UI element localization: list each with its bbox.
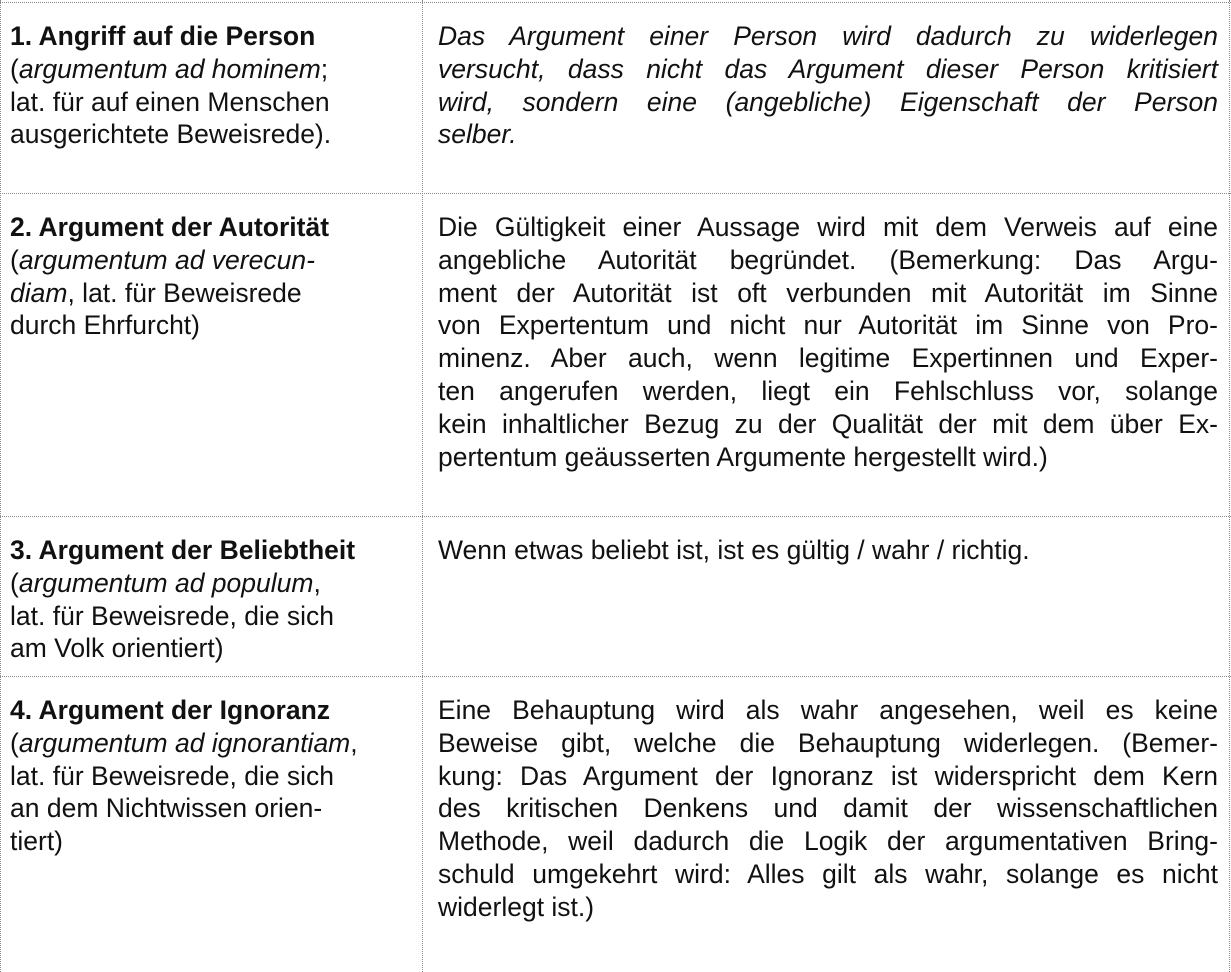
table-row-4-definition: Eine Behauptung wird als wahr angesehen, weil es keine Beweise gibt, welche die Behauptung widerlegen. (Bemer- kung: Das Argument der Ignoranz ist widerspricht dem Kern des kritischen Denkens und damit der wissenschaftlichen Methode, weil dadurch die Logik der argumentativen Bring- schuld umgekehrt wird: Alles gilt als wahr, solange es nicht widerlegt ist.) [438,695,1218,922]
table-border-top [0,2,1231,3]
table-row-2-definition: Die Gültigkeit einer Aussage wird mit dem Verweis auf eine angebliche Autorität begründet. (Bemerkung: Das Argu- ment der Autorität ist oft verbunden mit Autorität im Sinne von Expertentum und nicht nur Autorität im Sinne von Pro- minenz. Aber auch, wenn legitime Expertinnen und Exper- ten angerufen werden, liegt ein Fehlschluss vor, solange kein inhaltlicher Bezug zu der Qualität der mit dem über Ex- pertentum geäusserten Argumente hergestellt wird.) [438,212,1218,472]
column-divider [422,0,423,972]
table-row-4-term: 4. Argument der Ignoranz (argumentum ad ignorantiam, lat. für Beweisrede, die sich an dem Nichtwissen orien- tiert) [10,694,415,858]
row-divider-2 [0,516,1231,517]
table-row-3-term: 3. Argument der Beliebtheit (argumentum ad populum, lat. für Beweisrede, die sich am Volk orientiert) [10,534,415,665]
row-divider-3 [0,676,1231,677]
fallacy-title: 1. Angriff auf die Person [10,21,316,51]
row-divider-1 [0,193,1231,194]
table-row-1-definition: Das Argument einer Person wird dadurch zu widerlegen versucht, dass nicht das Argument dieser Person kritisiert wird, sondern eine (angebliche) Eigenschaft der Person selber. [438,21,1218,150]
table-row-2-term: 2. Argument der Autorität (argumentum ad verecun- diam, lat. für Beweisrede durch Ehrfurcht) [10,211,415,342]
fallacy-title: 4. Argument der Ignoranz [10,695,331,725]
table-row-1-term: 1. Angriff auf die Person (argumentum ad hominem; lat. für auf einen Menschen ausgerichtete Beweisrede). [10,20,415,151]
table-border-right [1229,0,1230,972]
fallacy-title: 2. Argument der Autorität [10,212,330,242]
table-row-3-definition: Wenn etwas beliebt ist, ist es gültig / wahr / richtig. [438,535,1030,565]
table-border-left [0,0,1,972]
fallacy-title: 3. Argument der Beliebtheit [10,535,356,565]
